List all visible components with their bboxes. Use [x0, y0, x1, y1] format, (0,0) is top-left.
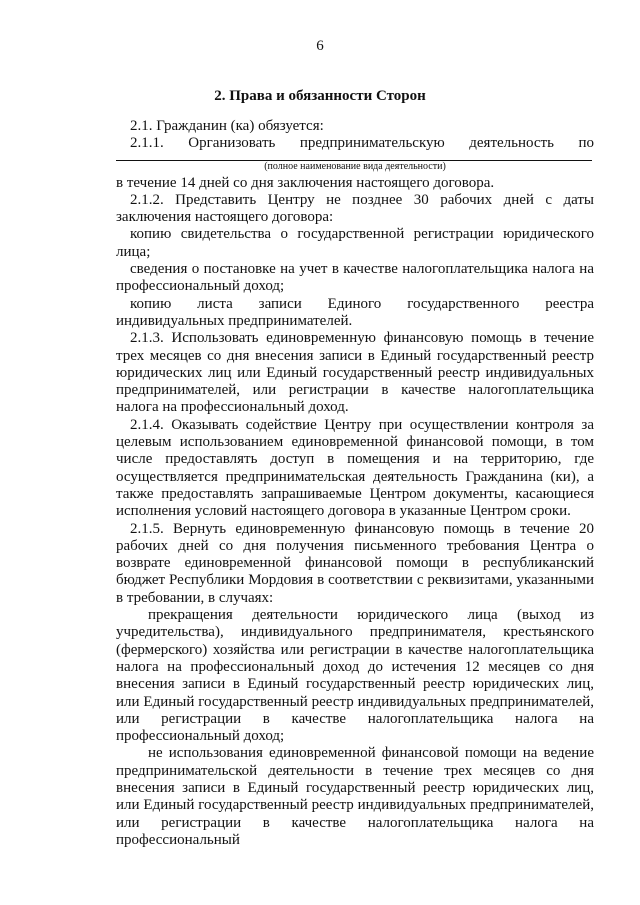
fill-in-caption: (полное наименование вида деятельности) [264, 160, 446, 172]
clause-2-1-1-continuation: в течение 14 дней со дня заключения настоящего договора. [116, 174, 495, 191]
clause-2-1-1-word: 2.1.1. [130, 135, 164, 152]
case-termination: прекращения деятельности юридического лица (выход из учредительства), индивидуального предпринимателя, крестьянского (фермерского) хозяйства или регистрации в качестве налогоплательщика налога на профессиональный доход до истечения 12 месяцев со дня внесения записи в Единый государственный реестр юридических лиц, или Единый государственный реестр индивидуальных предпринимателей, или регистрации в качестве налогоплательщика налога на профессиональный доход; [116, 607, 594, 745]
page-number: 6 [316, 38, 324, 54]
clause-2-1-1-word: по [578, 135, 594, 152]
section-heading: 2. Права и обязанности Сторон [214, 88, 426, 104]
clause-2-1-1 [116, 135, 594, 152]
document-body [116, 118, 594, 849]
activity-fill-in-field [116, 153, 594, 175]
clause-2-1-1-word: Организовать [188, 135, 276, 152]
item-copy-certificate: копию свидетельства о государственной регистрации юридического лица; [116, 226, 594, 260]
clause-2-1-5: 2.1.5. Вернуть единовременную финансовую помощь в течение 20 рабочих дней со дня получения письменного требования Центра о возврате единовременной финансовой помощи в республиканский бюджет Республики Мордовия в соответствии с реквизитами, указанными в требовании, в случаях: [116, 520, 594, 606]
clause-2-1-2: 2.1.2. Представить Центру не позднее 30 рабочих дней с даты заключения настоящего договора: [116, 191, 594, 226]
clause-2-1-3: 2.1.3. Использовать единовременную финансовую помощь в течение трех месяцев со дня внесения записи в Единый государственный реестр юридических лиц или Единый государственный реестр индивидуальных предпринимателей, или регистрации в качестве налогоплательщика налога на профессиональный доход. [116, 330, 594, 416]
item-tax-registration: сведения о постановке на учет в качестве налогоплательщика налога на профессиональный доход; [116, 261, 594, 295]
clause-2-1-1-word: предпринимательскую [299, 135, 445, 152]
item-copy-register-sheet: копию листа записи Единого государственного реестра индивидуальных предпринимателей. [116, 295, 594, 329]
case-non-use: не использования единовременной финансовой помощи на ведение предпринимательской деятельности в течение трех месяцев со дня внесения записи в Единый государственный реестр юридических лиц, или Единый государственный реестр индивидуальных предпринимателей, или регистрации в качестве налогоплательщика налога на профессиональный [116, 745, 594, 848]
clause-2-1: 2.1. Гражданин (ка) обязуется: [130, 118, 324, 134]
clause-2-1-4: 2.1.4. Оказывать содействие Центру при осуществлении контроля за целевым использованием единовременной финансовой помощи, в том числе предоставлять доступ в помещения и на территорию, где осуществляется предпринимательская деятельность Гражданина (ки), а также предоставлять запрашиваемые Центром документы, касающиеся исполнения условий настоящего договора в указанные Центром сроки. [116, 416, 594, 520]
clause-2-1-1-word: деятельность [469, 135, 554, 152]
